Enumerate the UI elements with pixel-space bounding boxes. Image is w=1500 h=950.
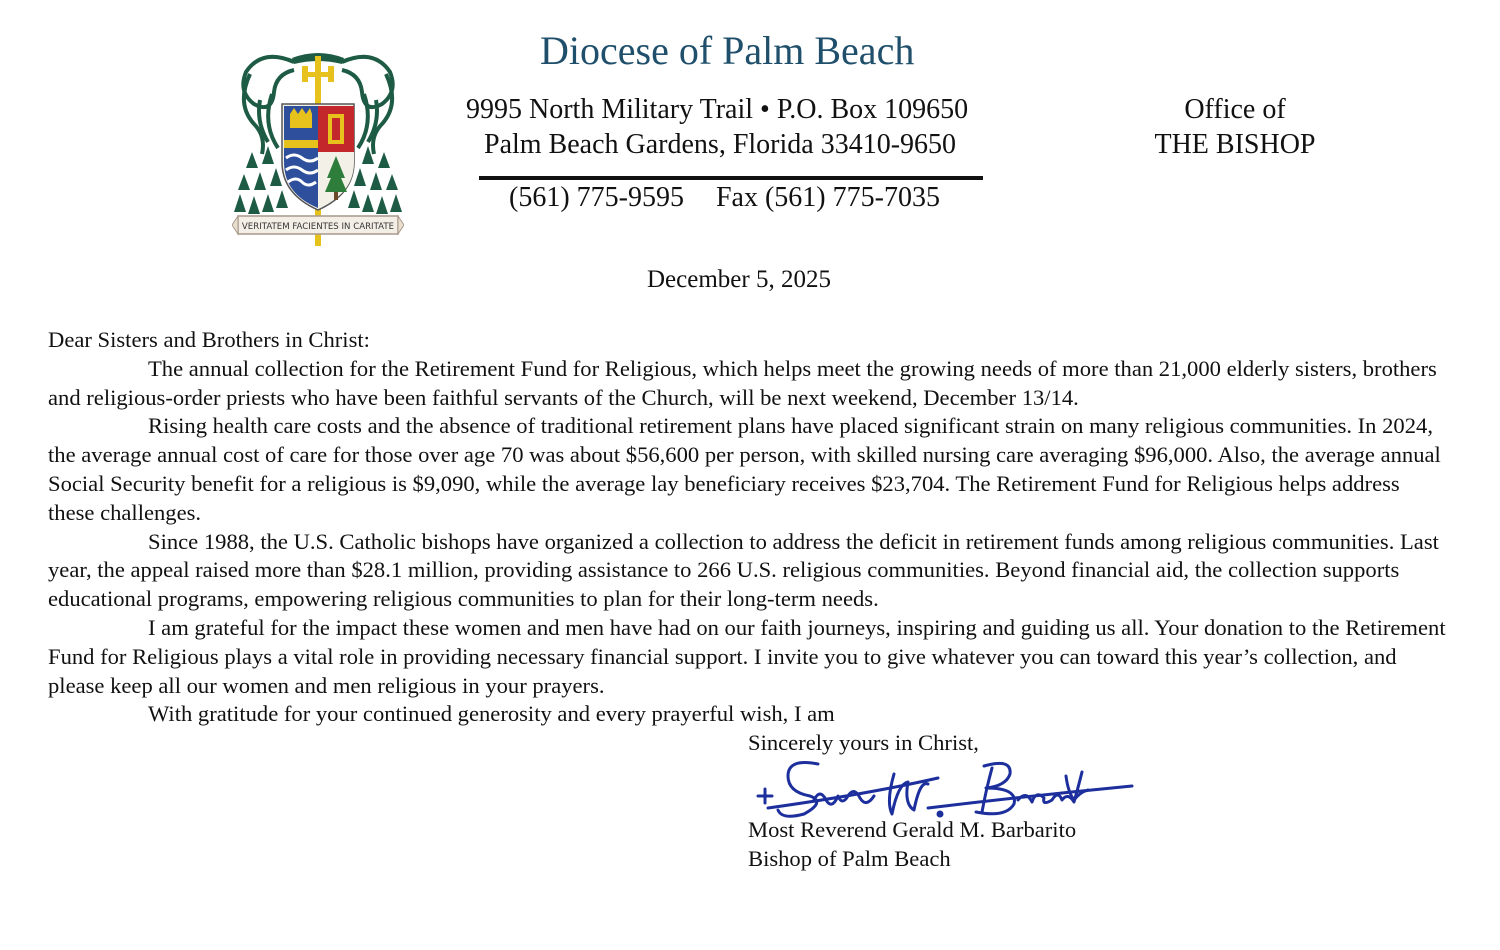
signer-name: Most Reverend Gerald M. Barbarito xyxy=(748,817,1077,842)
signer-title: Bishop of Palm Beach xyxy=(748,846,951,871)
paragraph: Rising health care costs and the absence of traditional retirement plans have placed significant strain on many religious communities. In 2024, the average annual cost of care for those over age 70 was about $56,600 per person, with skilled nursing care averaging $96,000. Also, the average annual Social Security benefit for a religious is $9,090, while the average lay beneficiary receives $23,704. The Retirement Fund for Religious helps address these challenges. xyxy=(48,413,1441,525)
office-line-2: THE BISHOP xyxy=(1154,129,1316,160)
paragraph: With gratitude for your continued generosity and every prayerful wish, I am xyxy=(148,701,835,727)
letter-body xyxy=(48,326,1448,729)
letterhead-divider xyxy=(479,176,983,180)
contact-numbers xyxy=(509,182,940,214)
address-line-2: Palm Beach Gardens, Florida 33410-9650 xyxy=(484,129,957,160)
address-line-1: 9995 North Military Trail • P.O. Box 109650 xyxy=(466,94,969,125)
paragraph: I am grateful for the impact these women and men have had on our faith journeys, inspiring and guiding us all. Your donation to the Retirement Fund for Religious plays a vital role in providing necessary financial support. I invite you to give whatever you can toward this year’s collection, and please keep all our women and men religious in your prayers. xyxy=(48,614,1446,698)
organization-name: Diocese of Palm Beach xyxy=(540,28,915,73)
complimentary-close: Sincerely yours in Christ, xyxy=(748,730,979,755)
salutation: Dear Sisters and Brothers in Christ: xyxy=(48,327,370,352)
fax-number: Fax (561) 775-7035 xyxy=(715,182,940,213)
crest-motto: VERITATEM FACIENTES IN CARITATE xyxy=(241,222,395,232)
diocese-coat-of-arms-icon xyxy=(232,44,404,249)
paragraph: The annual collection for the Retirement Fund for Religious, which helps meet the growing needs of more than 21,000 elderly sisters, brothers and religious-order priests who have been faithful servants of the Church, will be next weekend, December 13/14. xyxy=(48,355,1437,410)
letter-date: December 5, 2025 xyxy=(647,266,831,293)
phone-number: (561) 775-9595 xyxy=(509,182,684,213)
paragraph: Since 1988, the U.S. Catholic bishops have organized a collection to address the deficit in retirement funds among religious communities. Last year, the appeal raised more than $28.1 million, providing assistance to 266 U.S. religious communities. Beyond financial aid, the collection supports educational programs, empowering religious communities to plan for their long-term needs. xyxy=(48,528,1439,612)
office-line-1: Office of xyxy=(1184,94,1286,125)
office-of-the-bishop xyxy=(1140,92,1330,162)
